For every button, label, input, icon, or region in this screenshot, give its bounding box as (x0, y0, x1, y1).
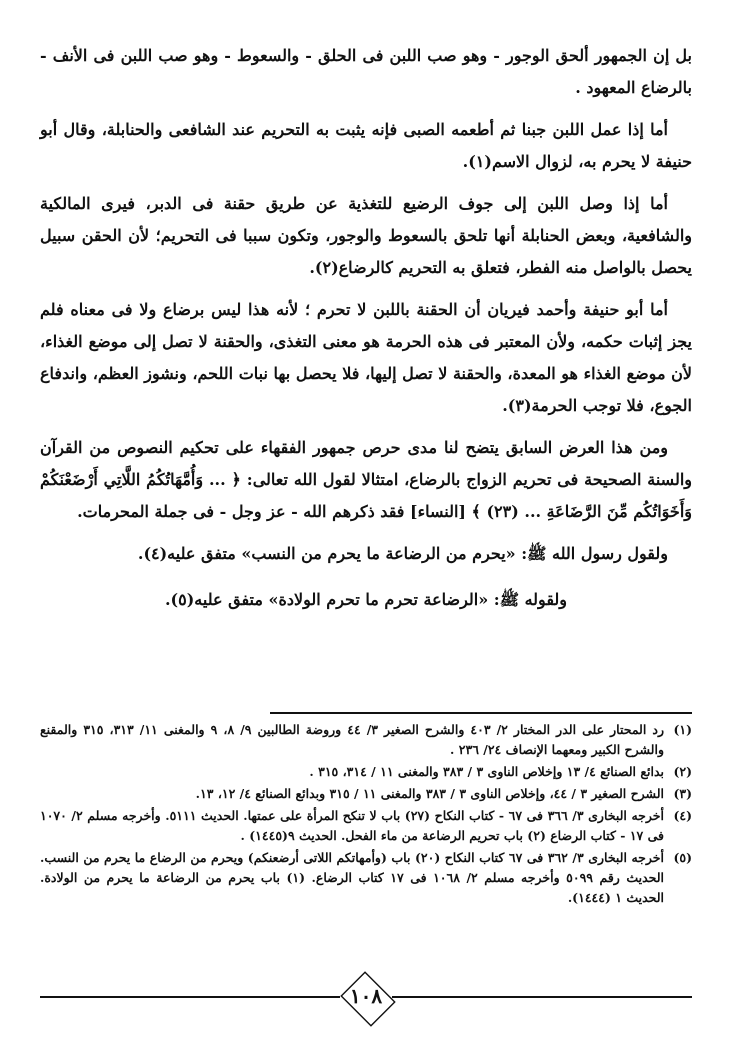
footnote-number: (٢) (673, 764, 692, 779)
paragraph-1: بل إن الجمهور ألحق الوجور - وهو صب اللبن فى الحلق - والسعوط - وهو صب اللبن فى الأنف - بالرضاع المعهود . (40, 46, 692, 97)
footnote-number: (٥) (673, 850, 692, 865)
page-number: ١٠٨ (349, 984, 383, 1008)
footnote-number: (٣) (673, 786, 692, 801)
footer-rule-right (392, 996, 692, 998)
paragraph-4: أما أبو حنيفة وأحمد فيريان أن الحقنة باللبن لا تحرم ؛ لأنه هذا ليس برضاع ولا فى معناه فلم يجز إثبات حكمه، ولأن المعتبر فى هذه الحرمة هو معنى التغذى، والحقنة لا تصل إلى موضع الغذاء، لأن موضع الغذاء هو المعدة، والحقنة لا تصل إليها، فلا يحصل بها نبات اللحم، ونشوز العظم، واندفاع الجوع، فلا توجب الحرمة(٣). (40, 300, 692, 415)
footnote (40, 720, 692, 760)
footnote (40, 762, 692, 782)
paragraph-2: أما إذا عمل اللبن جبنا ثم أطعمه الصبى فإنه يثبت به التحريم عند الشافعى والحنابلة، وقال أبو حنيفة لا يحرم به، لزوال الاسم(١). (40, 120, 692, 171)
paragraph-5: ومن هذا العرض السابق يتضح لنا مدى حرص جمهور الفقهاء على تحكيم النصوص من القرآن والسنة الصحيحة فى تحريم الزواج بالرضاع، امتثالا لقول الله تعالى: ﴿ ... وَأُمَّهَاتُكُمُ اللَّاتِي أَرْضَعْنَكُمْ وَأَخَوَاتُكُم مِّنَ الرَّضَاعَةِ ... (٢٣) ﴾ [النساء] فقد ذكرهم الله - عز وجل - فى جملة المحرمات. (40, 438, 692, 521)
footnotes (40, 720, 692, 910)
footnote (40, 806, 692, 846)
document-page (40, 40, 692, 1040)
footnote (40, 784, 692, 804)
footnote-text: الشرح الصغير ٣ / ٤٤، وإخلاص الناوى ٣ / ٣٨٣ والمغنى ١١ / ٣١٥ وبدائع الصنائع ٤/ ١٢، ١٣. (195, 786, 664, 801)
paragraph-3: أما إذا وصل اللبن إلى جوف الرضيع للتغذية عن طريق حقنة فى الدبر، فيرى المالكية والشافعية، وبعض الحنابلة أنها تلحق بالسعوط والوجور، وتكون سببا فى التحريم؛ لأن الحقن سبيل يحصل بالواصل منه الفطر، فتعلق به التحريم كالرضاع(٢). (40, 194, 692, 277)
footnote-text: أخرجه البخارى ٣/ ٣٦٦ فى ٦٧ - كتاب النكاح (٢٧) باب لا تنكح المرأة على عمتها. الحديث ٥١١١. وأخرجه مسلم ٢/ ١٠٧٠ فى ١٧ - كتاب الرضاع (٢) باب تحريم الرضاعة من ماء الفحل. الحديث ٩(١٤٤٥) . (40, 808, 664, 843)
footnote-number: (٤) (673, 808, 692, 823)
hadith-line: ولقوله ﷺ: «الرضاعة تحرم ما تحرم الولادة» متفق عليه(٥). (164, 590, 568, 609)
footnote-separator (270, 712, 692, 714)
footnote-text: بدائع الصنائع ٤/ ١٣ وإخلاص الناوى ٣ / ٣٨٣ والمغنى ١١ / ٣١٤، ٣١٥ . (309, 764, 664, 779)
page-footer (40, 974, 692, 1024)
footnote-number: (١) (673, 722, 692, 737)
footnote-text: أخرجه البخارى ٣/ ٣٦٢ فى ٦٧ كتاب النكاح (٢٠) باب (وأمهاتكم اللاتى أرضعنكم) ويحرم من الرضاع ما يحرم من النسب. الحديث رقم ٥٠٩٩ وأخرجه مسلم ٢/ ١٠٦٨ فى ١٧ كتاب الرضاع. (١) باب يحرم من الرضاعة ما يحرم من الولادة. الحديث ١ (١٤٤٤). (40, 850, 665, 905)
footnote-text: رد المحتار على الدر المختار ٢/ ٤٠٣ والشرح الصغير ٣/ ٤٤ وروضة الطالبين ٩/ ٨، ٩ والمغنى ١١/ ٣١٣، ٣١٥ والمقنع والشرح الكبير ومعهما الإنصاف ٢٤/ ٢٣٦ . (40, 722, 664, 757)
main-text (40, 40, 692, 616)
footer-rule-left (40, 996, 340, 998)
paragraph-6: ولقول رسول الله ﷺ: «يحرم من الرضاعة ما يحرم من النسب» متفق عليه(٤). (137, 544, 668, 563)
footnote (40, 848, 692, 908)
